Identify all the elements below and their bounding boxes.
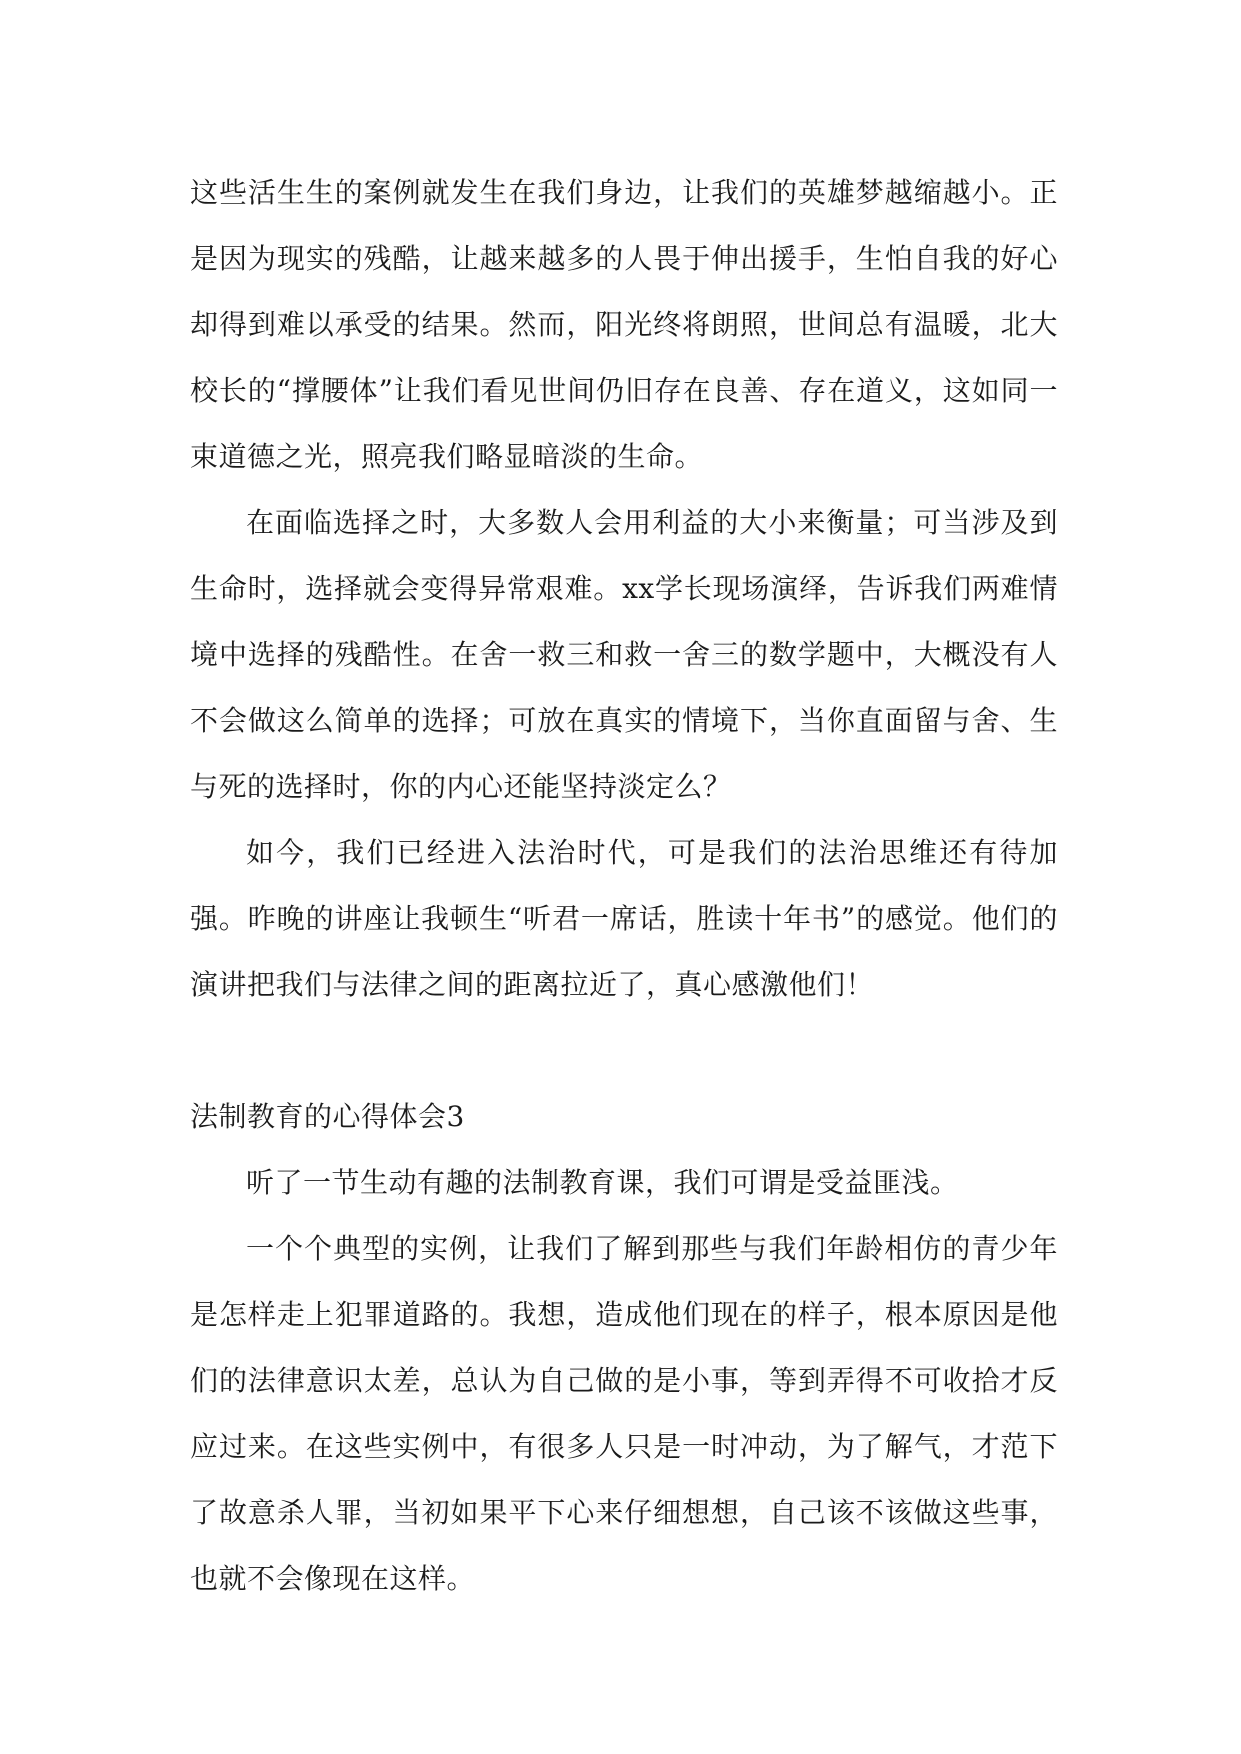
paragraph-5: 一个个典型的实例，让我们了解到那些与我们年龄相仿的青少年是怎样走上犯罪道路的。我想，造成他们现在的样子，根本原因是他们的法律意识太差，总认为自己做的是小事，等到弄得不可收拾才反应过来。在这些实例中，有很多人只是一时冲动，为了解气，才范下了故意杀人罪，当初如果平下心来仔细想想，自己该不该做这些事，也就不会像现在这样。 [190, 1232, 1058, 1595]
section-title: 法制教育的心得体会3 [190, 1100, 465, 1133]
paragraph-4: 听了一节生动有趣的法制教育课，我们可谓是受益匪浅。 [246, 1166, 959, 1199]
paragraph-1: 这些活生生的案例就发生在我们身边，让我们的英雄梦越缩越小。正是因为现实的残酷，让越来越多的人畏于伸出援手，生怕自我的好心却得到难以承受的结果。然而，阳光终将朗照，世间总有温暖，北大校长的“撑腰体”让我们看见世间仍旧存在良善、存在道义，这如同一束道德之光，照亮我们略显暗淡的生命。 [190, 176, 1058, 473]
paragraph-2: 在面临选择之时，大多数人会用利益的大小来衡量；可当涉及到生命时，选择就会变得异常艰难。xx学长现场演绎，告诉我们两难情境中选择的残酷性。在舍一救三和救一舍三的数学题中，大概没有人不会做这么简单的选择；可放在真实的情境下，当你直面留与舍、生与死的选择时，你的内心还能坚持淡定么？ [190, 506, 1058, 803]
document-body [190, 160, 1058, 1612]
paragraph-3: 如今，我们已经进入法治时代，可是我们的法治思维还有待加强。昨晚的讲座让我顿生“听君一席话，胜读十年书”的感觉。他们的演讲把我们与法律之间的距离拉近了，真心感激他们！ [190, 836, 1058, 1001]
